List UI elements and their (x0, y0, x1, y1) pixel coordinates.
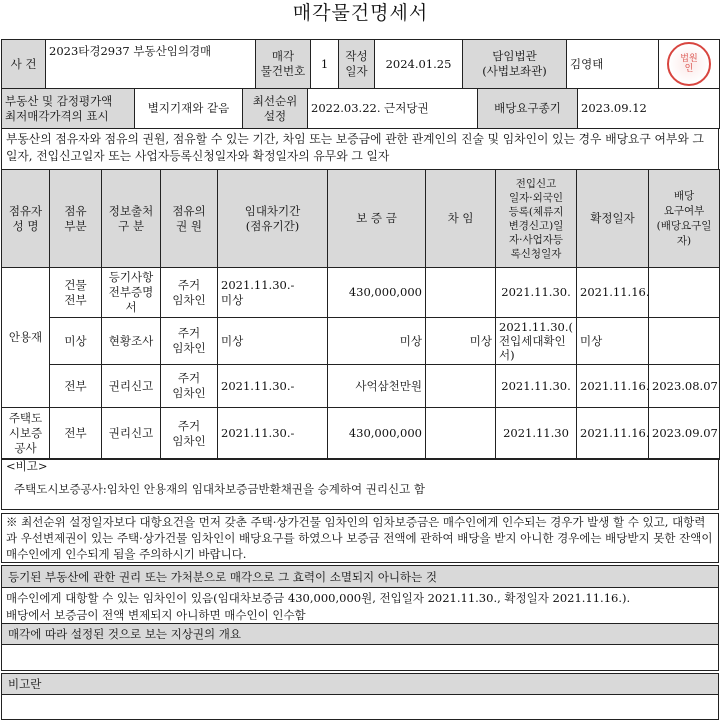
notes-title: 비고란 (1, 673, 719, 695)
cell-source: 권리신고 (102, 408, 161, 460)
occupancy-note: 부동산의 점유자와 점유의 권원, 점유할 수 있는 기간, 차임 또는 보증금에 관한 관계인의 진술 및 임차인이 있는 경우 배당요구 여부와 그 일자, 전입신고일자 또는 사업자등록신청일자와 확정일자의 유무와 그 일자 (1, 128, 719, 170)
cell-right: 주거 임차인 (161, 408, 218, 460)
case-value: 2023타경2937 부동산임의경매 (46, 40, 256, 89)
cell-fixed-date: 2021.11.16. (577, 365, 649, 408)
written-date-value: 2024.01.25 (375, 40, 463, 89)
judge-label: 담임법관 (사법보좌관) (463, 40, 567, 89)
cell-part: 미상 (50, 318, 102, 365)
priority-value: 2022.03.22. 근저당권 (308, 89, 478, 129)
cell-right: 주거 임차인 (161, 365, 218, 408)
cell-source: 권리신고 (102, 365, 161, 408)
col-fixed-date: 확정일자 (577, 170, 649, 268)
col-move-in: 전입신고 일자·외국인 등록(체류지 변경신고)일 자·사업자등 록신청일자 (496, 170, 577, 268)
col-deposit: 보 증 금 (328, 170, 426, 268)
cell-part: 건물 전부 (50, 268, 102, 318)
cell-period: 2021.11.30.- (218, 408, 328, 460)
cell-move-in: 2021.11.30. (496, 365, 577, 408)
case-label: 사 건 (2, 40, 46, 89)
surface-rights-body (1, 644, 719, 671)
cell-period: 미상 (218, 318, 328, 365)
notes-body (1, 694, 719, 720)
deadline-value: 2023.09.12 (578, 89, 720, 129)
cell-dividend (649, 268, 720, 318)
cell-source: 현황조사 (102, 318, 161, 365)
table-row (2, 408, 720, 460)
item-no-label: 매각 물건번호 (256, 40, 311, 89)
cell-move-in: 2021.11.30.( 전입세대확인 서) (496, 318, 577, 365)
cell-deposit: 430,000,000 (328, 268, 426, 318)
cell-period: 2021.11.30.- (218, 365, 328, 408)
appraisal-table (1, 88, 720, 129)
cell-fixed-date: 미상 (577, 318, 649, 365)
cell-right: 주거 임차인 (161, 318, 218, 365)
cell-part: 전부 (50, 408, 102, 460)
cell-right: 주거 임차인 (161, 268, 218, 318)
cell-rent (426, 365, 496, 408)
cell-rent (426, 268, 496, 318)
appraisal-value: 별지기재와 같음 (135, 89, 243, 129)
col-source: 정보출처 구 분 (102, 170, 161, 268)
table-header-row (2, 170, 720, 268)
remarks-label: <비고> (6, 459, 48, 473)
cell-dividend (649, 318, 720, 365)
col-occupant: 점유자 성 명 (2, 170, 50, 268)
item-no-value: 1 (311, 40, 339, 89)
cell-dividend: 2023.08.07 (649, 365, 720, 408)
cell-move-in: 2021.11.30. (496, 268, 577, 318)
col-right: 점유의 권 원 (161, 170, 218, 268)
appraisal-label: 부동산 및 감정평가액 최저매각가격의 표시 (2, 89, 135, 129)
occupant-table (1, 169, 720, 460)
cell-deposit: 430,000,000 (328, 408, 426, 460)
cell-deposit: 미상 (328, 318, 426, 365)
priority-label: 최선순위 설정 (243, 89, 308, 129)
cell-rent (426, 408, 496, 460)
rights-section-body: 매수인에게 대항할 수 있는 임차인이 있음(임대차보증금 430,000,000원, 전입일자 2021.11.30., 확정일자 2021.11.16.). 배당에서 보증금이 전액 변제되지 아니하면 매수인이 인수함 (1, 587, 719, 625)
remarks-section (1, 458, 719, 510)
occupant-name: 안용재 (2, 268, 50, 408)
col-dividend: 배당 요구여부 (배당요구일자) (649, 170, 720, 268)
col-part: 점유 부분 (50, 170, 102, 268)
header-table (1, 39, 720, 89)
seal-text: 법원 인 (680, 54, 698, 74)
table-row (2, 365, 720, 408)
seal-cell (659, 40, 720, 89)
col-period: 임대차기간 (점유기간) (218, 170, 328, 268)
cell-source: 등기사항 전부증명 서 (102, 268, 161, 318)
document-title: 매각물건명세서 (292, 2, 429, 24)
warning-note: ※ 최선순위 설정일자보다 대항요건을 먼저 갖춘 주택·상가건물 임차인의 임차보증금은 매수인에게 인수되는 경우가 발생 할 수 있고, 대항력과 우선변제권이 있는 주택·상가건물 임차인이 배당요구를 하였으나 보증금 전액에 관하여 배당을 받지 아니한 경우에는 배당받지 못한 잔액이 매수인에게 인수되게 됨을 주의하시기 바랍니다. (1, 513, 719, 563)
cell-period: 2021.11.30.- 미상 (218, 268, 328, 318)
deadline-label: 배당요구종기 (478, 89, 578, 129)
judge-value: 김영태 (567, 40, 659, 89)
remarks-text: 주택도시보증공사:임차인 안용재의 임대차보증금반환채권을 승계하여 권리신고 함 (14, 482, 425, 496)
cell-deposit: 사억삼천만원 (328, 365, 426, 408)
col-rent: 차 임 (426, 170, 496, 268)
occupant-name: 주택도 시보증 공사 (2, 408, 50, 460)
written-date-label: 작성 일자 (339, 40, 375, 89)
rights-section-title: 등기된 부동산에 관한 권리 또는 가처분으로 매각으로 그 효력이 소멸되지 아니하는 것 (1, 565, 719, 588)
cell-dividend: 2023.09.07 (649, 408, 720, 460)
cell-move-in: 2021.11.30 (496, 408, 577, 460)
table-row (2, 318, 720, 365)
cell-fixed-date: 2021.11.16. (577, 408, 649, 460)
table-row (2, 268, 720, 318)
surface-rights-title: 매각에 따라 설정된 것으로 보는 지상권의 개요 (1, 623, 719, 645)
cell-part: 전부 (50, 365, 102, 408)
cell-rent: 미상 (426, 318, 496, 365)
official-seal-icon (667, 42, 711, 86)
cell-fixed-date: 2021.11.16. (577, 268, 649, 318)
